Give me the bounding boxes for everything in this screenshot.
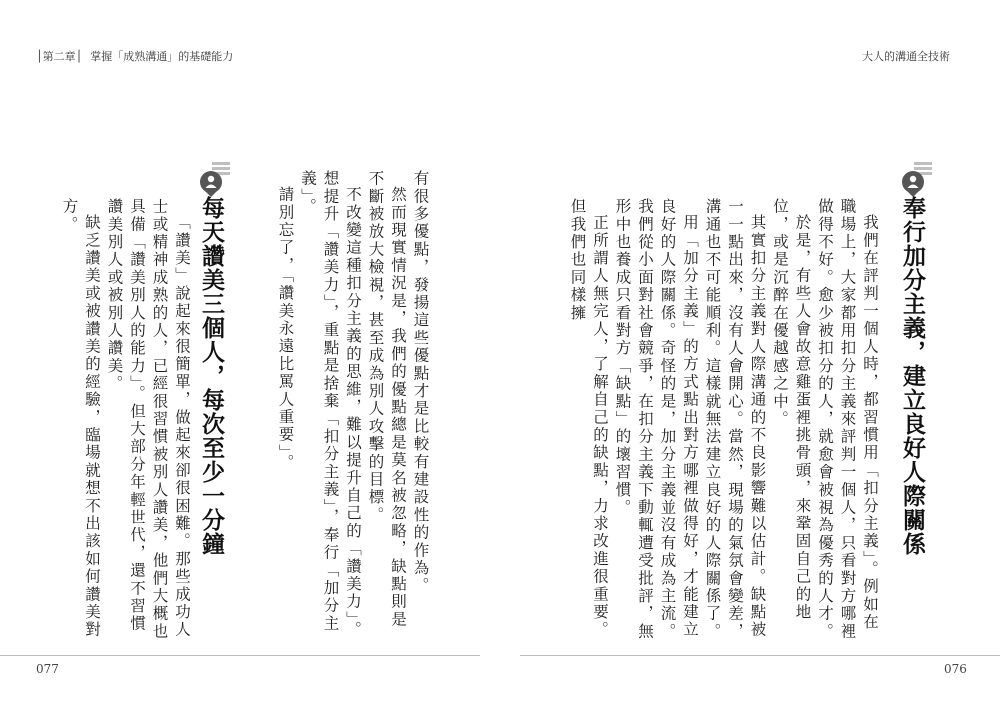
chapter-label: │第二章│	[36, 50, 83, 63]
page-number-left: 077	[36, 662, 59, 676]
chapter-title: 掌握「成熟溝通」的基礎能力	[90, 50, 234, 63]
paragraph: 正所謂人無完人，了解自己的缺點，力求改進很重要。但我們也同樣擁	[568, 198, 609, 639]
heading-badge-icon	[198, 160, 232, 198]
body-text-left-continued	[274, 170, 432, 645]
paragraph: 其實扣分主義對人際溝通的不良影響難以估計。缺點被一一點出來，沒有人會開心。當然，現場的氣氛會變差，溝通也不可能順利。這樣就無法建立良好的人際關係了。	[703, 198, 767, 641]
heading-badge-icon	[900, 160, 934, 198]
paragraph: 用「加分主義」的方式點出對方哪裡做得好，才能建立良好的人際關係。奇怪的是，加分主義並沒有成為主流。我們從小面對社會競爭，在扣分主義下動輒遭受批評，無形中也養成只看對方「缺點」的壞習慣。	[613, 198, 699, 641]
page-rule-left	[0, 655, 480, 656]
paragraph: 「讚美」說起來很簡單，做起來卻很困難。那些成功人士或精神成熟的人，已經很習慣被別人讚美，他們大概也具備「讚美別人的能力」。但大部分年輕世代，還不習慣讚美別人或被別人讚美。	[105, 198, 191, 641]
page-rule-right	[520, 655, 1000, 656]
paragraph: 不改變這種扣分主義的思維，難以提升自己的「讚美力」。想提升「讚美力」，重點是捨棄「扣分主義」，奉行「加分主義」。	[299, 170, 362, 638]
body-text-right	[566, 198, 881, 643]
paragraph: 我們在評判一個人時，都習慣用「扣分主義」。例如在職場上，大家都用扣分主義來評判一個人，只看對方哪裡做得不好。愈少被扣分的人，就愈會被視為優秀的人才。	[816, 198, 879, 641]
paragraph: 請別忘了，「讚美永遠比罵人重要」。	[276, 185, 295, 471]
section-heading-left: 每天讚美三個人，每次至少一分鐘	[198, 196, 224, 556]
paragraph: 有很多優點，發揚這些優點才是比較有建設性的作為。	[411, 170, 430, 595]
section-heading-right: 奉行加分主義，建立良好人際關係	[899, 196, 925, 556]
paragraph: 缺乏讚美或被讚美的經驗，臨場就想不出該如何讚美對方。	[60, 198, 101, 639]
page-number-right: 076	[944, 662, 967, 676]
paragraph: 然而現實情況是，我們的優點總是莫名被忽略，缺點則是不斷被放大檢視，甚至成為別人攻擊的目標。	[366, 170, 407, 628]
running-header-right: 大人的溝通全技術	[862, 50, 950, 63]
body-text-left	[58, 198, 193, 643]
paragraph: 於是，有些人會故意雞蛋裡挑骨頭，來鞏固自己的地位，或是沉醉在優越感之中。	[771, 198, 812, 621]
running-header-left	[36, 48, 233, 64]
